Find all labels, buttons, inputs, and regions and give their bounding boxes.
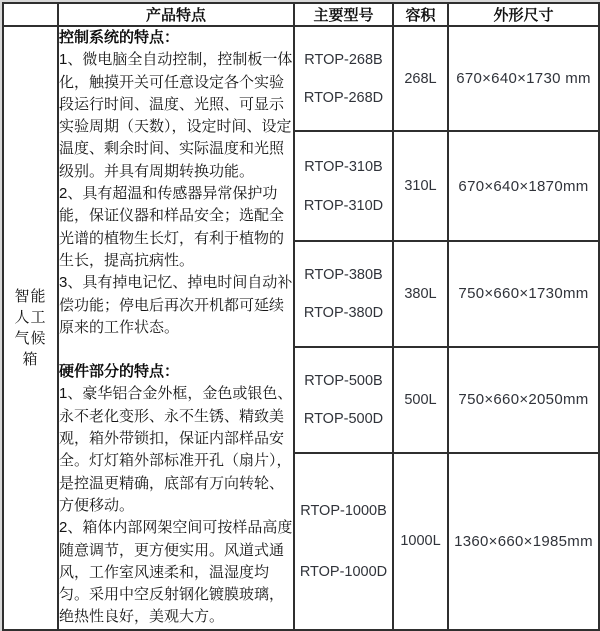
table-row: [3, 26, 599, 131]
model-name: RTOP-268B: [304, 51, 383, 68]
dimensions-cell: 670×640×1730 mm: [448, 26, 599, 131]
header-capacity: 容积: [393, 3, 448, 26]
model-name: RTOP-380D: [303, 304, 384, 321]
model-name: RTOP-268D: [303, 89, 384, 106]
model-name: RTOP-380B: [304, 267, 383, 284]
model-name: RTOP-1000D: [299, 563, 388, 580]
dimensions-cell: 750×660×2050mm: [448, 347, 599, 454]
header-row: [3, 3, 599, 26]
model-cell: [294, 26, 393, 131]
category-label-line: 人工: [14, 308, 47, 326]
header-features: 产品特点: [58, 3, 294, 26]
features-cell: [58, 26, 294, 630]
header-model: 主要型号: [294, 3, 393, 26]
model-name: RTOP-310B: [304, 158, 383, 175]
model-cell: [294, 241, 393, 346]
feature-paragraph: 1、豪华铝合金外框，金色或银色、永不老化变形、永不生锈、精致美观，箱外带锁扣，保证内部样品安全。灯灯箱外部标准开孔（扇片），是控温更精确，底部有万向转轮、方便移动。: [59, 385, 293, 514]
model-name: RTOP-500D: [303, 410, 384, 427]
spec-sheet: [2, 2, 598, 631]
model-cell: [294, 347, 393, 454]
model-name: RTOP-500B: [304, 372, 383, 389]
spec-table: [2, 2, 600, 631]
feature-paragraph: 2、箱体内部网架空间可按样品高度随意调节，更方便实用。风道式通风，工作室风速柔和，温湿度均匀。采用中空反射钢化镀膜玻璃，绝热性良好，美观大方。: [59, 519, 293, 626]
model-name: RTOP-310D: [303, 197, 384, 214]
header-dimensions: 外形尺寸: [448, 3, 599, 26]
capacity-cell: 380L: [393, 241, 448, 346]
capacity-cell: 500L: [393, 347, 448, 454]
section-title: 控制系统的特点：: [59, 29, 180, 46]
capacity-cell: 310L: [393, 131, 448, 241]
feature-paragraph: 2、具有超温和传感器异常保护功能，保证仪器和样品安全；选配全光谱的植物生长灯，有利于植物的生长，提高抗病性。: [59, 185, 285, 269]
features-section-hardware: [59, 361, 293, 629]
model-name: RTOP-1000B: [300, 503, 387, 520]
category-label-line: 智能: [14, 287, 47, 305]
feature-paragraph: 3、具有掉电记忆、掉电时间自动补偿功能；停电后再次开机都可延续原来的工作状态。: [59, 274, 293, 336]
feature-paragraph: 1、微电脑全自动控制，控制板一体化，触摸开关可任意设定各个实验段运行时间、温度、光照、可显示实验周期（天数），设定时间、设定温度、剩余时间、实际温度和光照级别。并具有周期转换功能。: [59, 51, 293, 180]
dimensions-cell: 750×660×1730mm: [448, 241, 599, 346]
category-label-line: 箱: [22, 350, 39, 368]
dimensions-cell: 670×640×1870mm: [448, 131, 599, 241]
section-title: 硬件部分的特点：: [59, 363, 180, 381]
category-cell: [3, 26, 58, 630]
model-cell: [294, 131, 393, 241]
capacity-cell: 1000L: [393, 453, 448, 630]
category-label-line: 气候: [14, 329, 47, 347]
capacity-cell: 268L: [393, 26, 448, 131]
model-cell: [294, 453, 393, 630]
features-section-control: [59, 27, 293, 339]
header-category: [3, 3, 58, 26]
dimensions-cell: 1360×660×1985mm: [448, 453, 599, 630]
